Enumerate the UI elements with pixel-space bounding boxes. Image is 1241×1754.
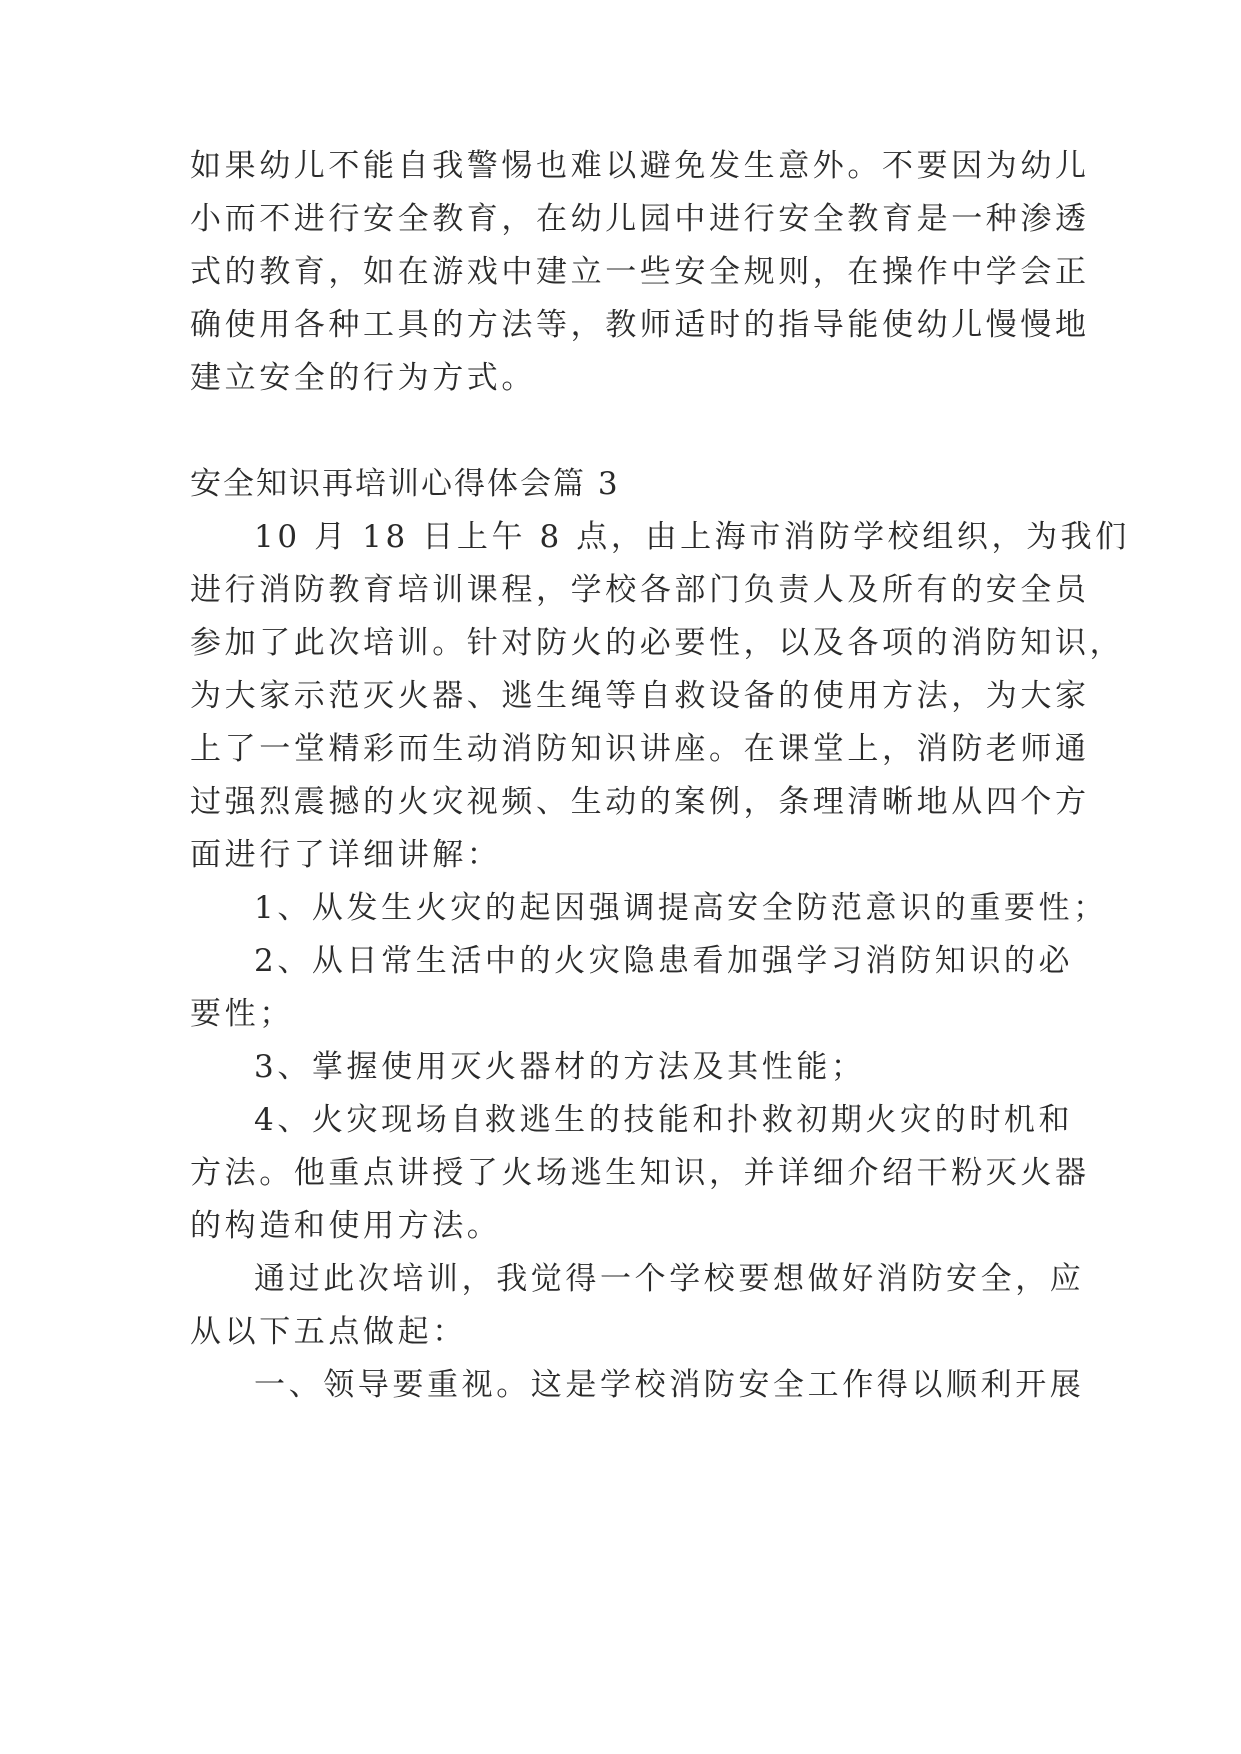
- text-line: 的构造和使用方法。: [190, 1208, 502, 1244]
- text-line: 进行消防教育培训课程，学校各部门负责人及所有的安全员: [190, 572, 1090, 608]
- section-heading: 安全知识再培训心得体会篇 3: [190, 466, 620, 502]
- text-line: 确使用各种工具的方法等，教师适时的指导能使幼儿慢慢地: [190, 307, 1090, 343]
- text-line: 参加了此次培训。针对防火的必要性，以及各项的消防知识，: [190, 625, 1125, 661]
- text-line: 要性；: [190, 996, 294, 1032]
- text-line: 小而不进行安全教育，在幼儿园中进行安全教育是一种渗透: [190, 201, 1090, 237]
- text-line: 4、火灾现场自救逃生的技能和扑救初期火灾的时机和: [254, 1102, 1074, 1138]
- text-line: 1、从发生火灾的起因强调提高安全防范意识的重要性；: [254, 890, 1108, 926]
- text-line: 通过此次培训，我觉得一个学校要想做好消防安全，应: [254, 1261, 1085, 1297]
- text-line: 过强烈震撼的火灾视频、生动的案例，条理清晰地从四个方: [190, 784, 1090, 820]
- text-line: 式的教育，如在游戏中建立一些安全规则，在操作中学会正: [190, 254, 1090, 290]
- text-line: 3、掌握使用灭火器材的方法及其性能；: [254, 1049, 866, 1085]
- text-line: 从以下五点做起：: [190, 1314, 467, 1350]
- text-line: 如果幼儿不能自我警惕也难以避免发生意外。不要因为幼儿: [190, 148, 1090, 184]
- text-line: 一、领导要重视。这是学校消防安全工作得以顺利开展: [254, 1367, 1085, 1403]
- text-line: 2、从日常生活中的火灾隐患看加强学习消防知识的必: [254, 943, 1074, 979]
- text-line: 为大家示范灭火器、逃生绳等自救设备的使用方法，为大家: [190, 678, 1090, 714]
- text-line: 方法。他重点讲授了火场逃生知识，并详细介绍干粉灭火器: [190, 1155, 1090, 1191]
- text-line: 上了一堂精彩而生动消防知识讲座。在课堂上，消防老师通: [190, 731, 1090, 767]
- text-line: 建立安全的行为方式。: [190, 360, 536, 396]
- text-line: 10 月 18 日上午 8 点，由上海市消防学校组织，为我们: [254, 519, 1130, 555]
- text-line: 面进行了详细讲解：: [190, 837, 502, 873]
